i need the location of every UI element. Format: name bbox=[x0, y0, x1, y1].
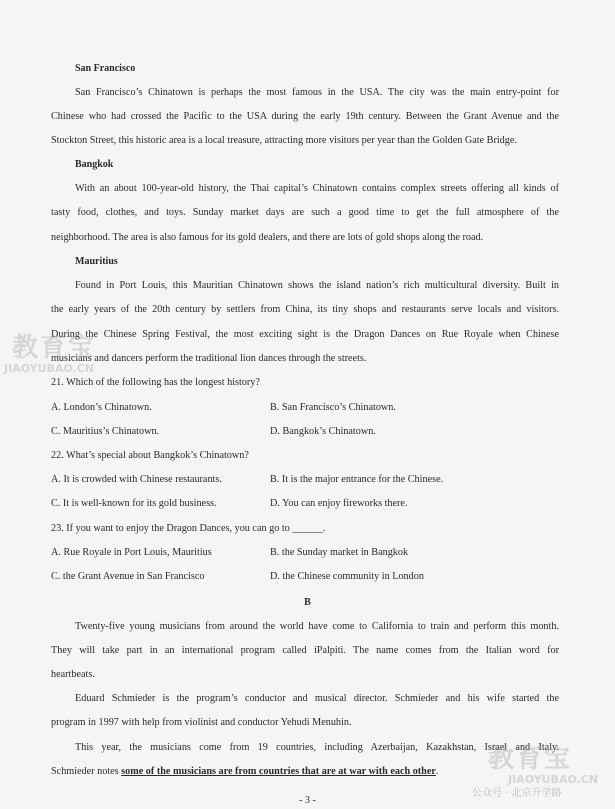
q21-option-b: B. San Francisco’s Chinatown. bbox=[270, 402, 396, 413]
watermark-logo-right: 教育宝 bbox=[488, 744, 573, 774]
sf-line-2: Chinese who had crossed the Pacific to the USA during the early 19th century. Between the Grant Avenue and the bbox=[51, 111, 559, 122]
heading-san-francisco: San Francisco bbox=[75, 63, 136, 74]
question-23: 23. If you want to enjoy the Dragon Dances, you can go to ______. bbox=[51, 523, 326, 534]
bk-line-2: tasty food, clothes, and toys. Sunday market days are such a good time to get the full atmosphere of the bbox=[51, 207, 559, 218]
b-p2-line-2: program in 1997 with help from violinist and conductor Yehudi Menuhin. bbox=[51, 717, 352, 728]
mu-line-1: Found in Port Louis, this Mauritian Chinatown shows the island nation’s rich multicultural diversity. Built in bbox=[75, 280, 559, 291]
b-p3-line-2-end: . bbox=[435, 766, 439, 777]
q22-option-d: D. You can enjoy fireworks there. bbox=[270, 498, 408, 509]
mu-line-4: musicians and dancers perform the traditional lion dances through the streets. bbox=[51, 353, 367, 364]
watermark-logo-left: 教育宝 bbox=[12, 333, 97, 363]
watermark-url-right: JIAOYUBAO.CN bbox=[508, 773, 599, 786]
sf-line-3: Stockton Street, this historic area is a local treasure, attracting more visitors per year than the Golden Gate Bridge. bbox=[51, 135, 517, 146]
q21-option-a: A. London’s Chinatown. bbox=[51, 402, 152, 413]
q21-option-d: D. Bangkok’s Chinatown. bbox=[270, 426, 376, 437]
q23-option-d: D. the Chinese community in London bbox=[270, 571, 424, 582]
watermark-url-left: JIAOYUBAO.CN bbox=[4, 362, 95, 375]
q22-option-a: A. It is crowded with Chinese restaurants. bbox=[51, 474, 222, 485]
heading-bangkok: Bangkok bbox=[75, 159, 114, 170]
bk-line-1: With an about 100-year-old history, the Thai capital’s Chinatown contains complex streets offering all kinds of bbox=[75, 183, 559, 194]
question-22: 22. What’s special about Bangkok’s Chinatown? bbox=[51, 450, 249, 461]
b-p1-line-2: They will take part in an international program called iPalpiti. The name comes from the Italian word for bbox=[51, 645, 559, 656]
b-p3-line-1: This year, the musicians come from 19 countries, including Azerbaijan, Kazakhstan, Israel and Italy. bbox=[75, 742, 559, 753]
section-b-heading: B bbox=[304, 597, 311, 608]
b-p2-line-1: Eduard Schmieder is the program’s conductor and musical director. Schmieder and his wife started the bbox=[75, 693, 559, 704]
q23-option-a: A. Rue Royale in Port Louis, Mauritius bbox=[51, 547, 212, 558]
bk-line-3: neighborhood. The area is also famous for its gold dealers, and there are lots of gold shops along the road. bbox=[51, 232, 484, 243]
heading-mauritius: Mauritius bbox=[75, 256, 118, 267]
mu-line-2: the early years of the 20th century by settlers from China, its tiny shops and restaurants serve locals and visitors. bbox=[51, 304, 559, 315]
q22-option-b: B. It is the major entrance for the Chinese. bbox=[270, 474, 444, 485]
q23-option-b: B. the Sunday market in Bangkok bbox=[270, 547, 409, 558]
underlined-key-sentence: some of the musicians are from countries that are at war with each other bbox=[121, 766, 436, 777]
b-p3-line-2 bbox=[51, 765, 561, 779]
q23-option-c: C. the Grant Avenue in San Francisco bbox=[51, 571, 205, 582]
question-21: 21. Which of the following has the longest history? bbox=[51, 377, 260, 388]
mu-line-3: During the Chinese Spring Festival, the most exciting sight is the Dragon Dances on Rue Royale when Chinese bbox=[51, 329, 559, 340]
b-p1-line-1: Twenty-five young musicians from around the world have come to California to train and perform this month. bbox=[75, 621, 559, 632]
sf-line-1: San Francisco’s Chinatown is perhaps the most famous in the USA. The city was the main entry-point for bbox=[75, 87, 559, 98]
page-number: - 3 - bbox=[299, 795, 316, 806]
q21-option-c: C. Mauritius’s Chinatown. bbox=[51, 426, 160, 437]
b-p3-line-2-start: Schmieder notes bbox=[51, 766, 122, 777]
q22-option-c: C. It is well-known for its gold business. bbox=[51, 498, 217, 509]
footer-account-watermark: 公众号 · 北京升学路 bbox=[472, 788, 562, 799]
b-p1-line-3: heartbeats. bbox=[51, 669, 95, 680]
